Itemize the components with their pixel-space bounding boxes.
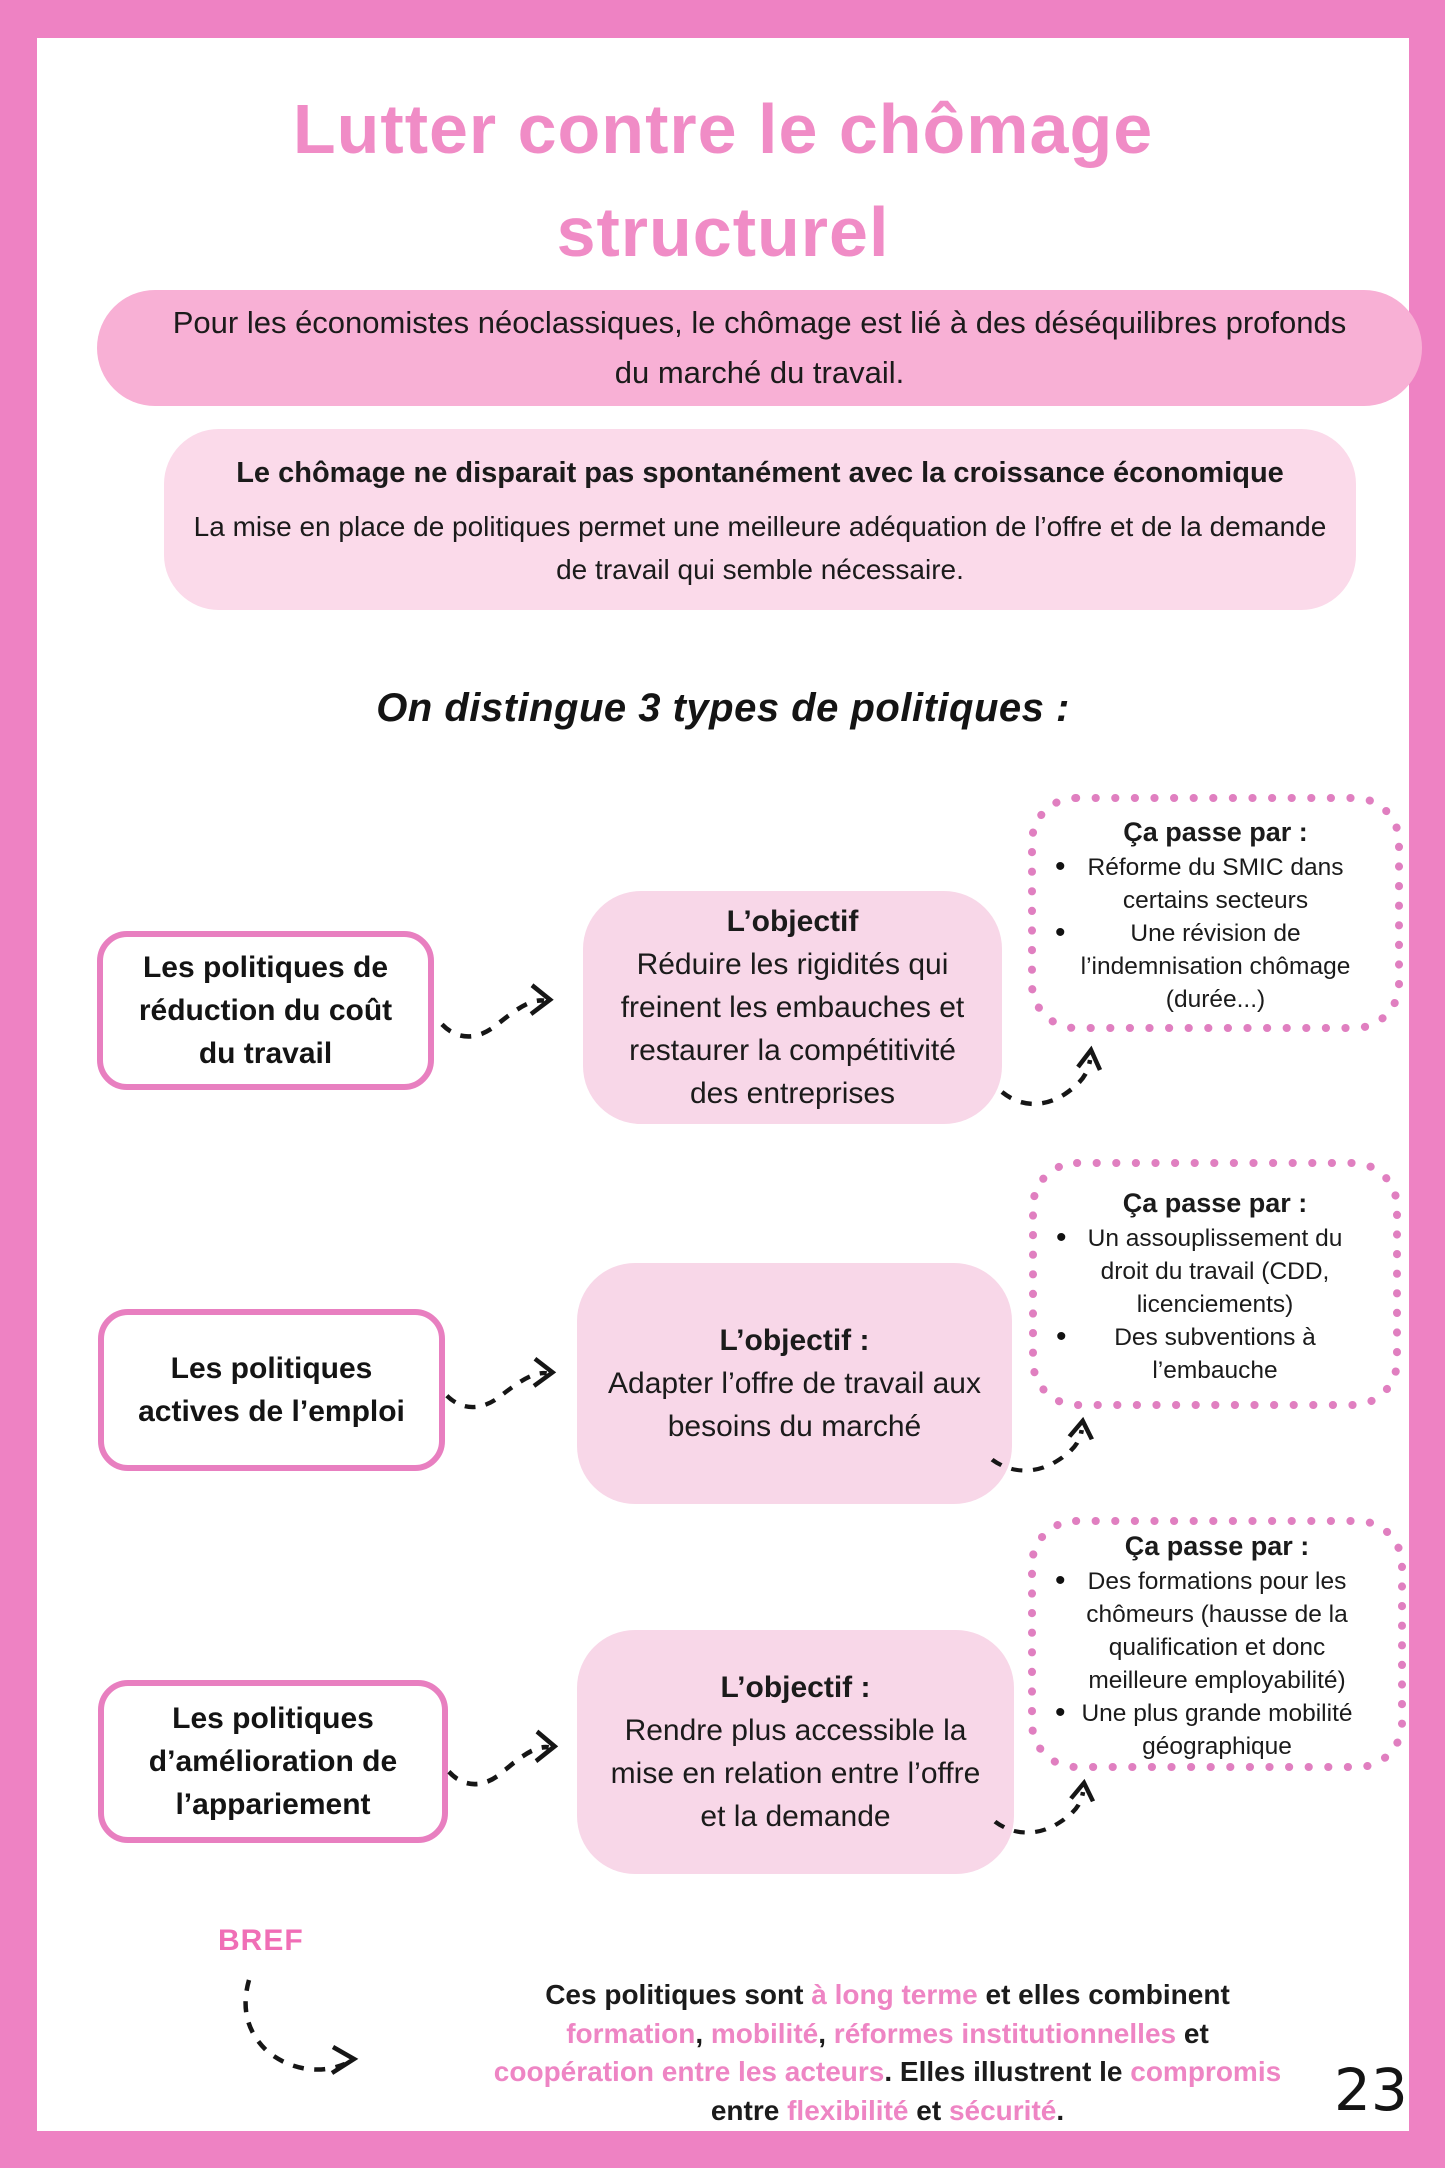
summary-segment: Ces politiques sont bbox=[545, 1979, 812, 2010]
summary-line bbox=[420, 2015, 1355, 2054]
summary-segment-highlight: flexibilité bbox=[787, 2094, 909, 2126]
means-item: • Une révision de l’indemnisation chômage (durée...) bbox=[1045, 917, 1386, 1016]
summary-segment: entre bbox=[710, 2094, 788, 2126]
summary-segment-highlight: à long terme bbox=[811, 1979, 978, 2010]
summary-segment-highlight: formation bbox=[566, 2017, 696, 2049]
summary-segment: , bbox=[818, 2017, 834, 2049]
means-item: • Des subventions à l’embauche bbox=[1046, 1321, 1384, 1387]
curved-dashed-arrow-icon bbox=[990, 1770, 1100, 1840]
page-number: 23 bbox=[1334, 2056, 1408, 2124]
curved-dashed-arrow-icon bbox=[997, 1036, 1107, 1112]
means-title: Ça passe par : bbox=[1123, 816, 1308, 847]
dashed-arrow-icon bbox=[443, 1722, 580, 1796]
summary-paragraph bbox=[420, 1976, 1355, 2130]
summary-segment: et elles combinent bbox=[977, 1979, 1230, 2010]
page-title bbox=[37, 78, 1409, 284]
means-content bbox=[1027, 1516, 1407, 1772]
bref-label: BREF bbox=[218, 1924, 304, 1957]
objective-box-2 bbox=[577, 1263, 1012, 1504]
objective-text: Adapter l’offre de travail aux besoins du marché bbox=[608, 1367, 981, 1443]
objective-title: L’objectif : bbox=[719, 1324, 870, 1357]
policy-box-reduction-cout bbox=[97, 931, 434, 1090]
means-title: Ça passe par : bbox=[1122, 1187, 1308, 1218]
intro-box bbox=[97, 290, 1422, 406]
summary-segment: et bbox=[908, 2094, 949, 2126]
curved-dashed-arrow-icon bbox=[233, 1974, 393, 2084]
section-heading: On distingue 3 types de politiques : bbox=[376, 686, 1070, 730]
objective-box-1 bbox=[583, 891, 1002, 1124]
page-title-line2: structurel bbox=[556, 193, 890, 271]
summary-line bbox=[420, 2092, 1355, 2131]
objective-text: Réduire les rigidités qui freinent les embauches et restaurer la compétitivité des entreprises bbox=[620, 948, 965, 1110]
means-box-2 bbox=[1028, 1158, 1402, 1410]
means-item: • Un assouplissement du droit du travail (CDD, licenciements) bbox=[1046, 1222, 1384, 1321]
objective-box-3 bbox=[577, 1630, 1014, 1874]
means-box-3 bbox=[1027, 1516, 1407, 1772]
summary-segment-highlight: réformes institutionnelles bbox=[833, 2017, 1177, 2049]
means-list bbox=[1045, 851, 1386, 1016]
summary-segment-highlight: coopération entre les acteurs bbox=[493, 2056, 885, 2087]
means-content bbox=[1027, 793, 1404, 1033]
dashed-arrow-icon bbox=[436, 976, 576, 1048]
objective-title: L’objectif : bbox=[720, 1671, 871, 1704]
page-title-line1: Lutter contre le chômage bbox=[292, 90, 1154, 168]
policy-name: Les politiques actives de l’emploi bbox=[138, 1352, 405, 1428]
intro-text: Pour les économistes néoclassiques, le chômage est lié à des déséquilibres profonds du marché du travail. bbox=[172, 305, 1347, 390]
objective-title: L’objectif bbox=[726, 905, 859, 938]
policy-name: Les politiques d’amélioration de l’appariement bbox=[148, 1702, 398, 1821]
content-area bbox=[37, 38, 1409, 2131]
summary-line bbox=[420, 1976, 1355, 2015]
means-list bbox=[1046, 1222, 1384, 1387]
summary-segment: . Elles illustrent le bbox=[884, 2056, 1131, 2087]
means-item: • Des formations pour les chômeurs (hausse de la qualification et donc meilleure employabilité) bbox=[1045, 1565, 1389, 1697]
policy-name: Les politiques de réduction du coût du travail bbox=[138, 951, 393, 1070]
key-message-box bbox=[164, 429, 1356, 610]
key-message-headline: Le chômage ne disparait pas spontanément avec la croissance économique bbox=[236, 457, 1284, 489]
summary-segment: et bbox=[1176, 2017, 1209, 2049]
means-box-1 bbox=[1027, 793, 1404, 1033]
means-content bbox=[1028, 1158, 1402, 1410]
summary-segment-highlight: mobilité bbox=[710, 2017, 819, 2049]
summary-segment-highlight: sécurité bbox=[948, 2094, 1057, 2126]
means-title: Ça passe par : bbox=[1124, 1531, 1310, 1561]
summary-line bbox=[420, 2053, 1355, 2092]
policy-box-actives-emploi bbox=[98, 1309, 445, 1471]
key-message-body: La mise en place de politiques permet une meilleure adéquation de l’offre et de la demande de travail qui semble nécessaire. bbox=[193, 511, 1327, 585]
means-item: • Une plus grande mobilité géographique bbox=[1045, 1697, 1389, 1763]
curved-dashed-arrow-icon bbox=[987, 1408, 1099, 1478]
dashed-arrow-icon bbox=[441, 1350, 578, 1418]
means-item: • Réforme du SMIC dans certains secteurs bbox=[1045, 851, 1386, 917]
summary-segment: . bbox=[1056, 2094, 1065, 2126]
policy-box-appariement bbox=[98, 1680, 448, 1843]
summary-segment-highlight: compromis bbox=[1130, 2056, 1282, 2087]
means-list bbox=[1045, 1565, 1389, 1763]
objective-text: Rendre plus accessible la mise en relation entre l’offre et la demande bbox=[610, 1714, 981, 1833]
summary-segment: , bbox=[695, 2017, 711, 2049]
